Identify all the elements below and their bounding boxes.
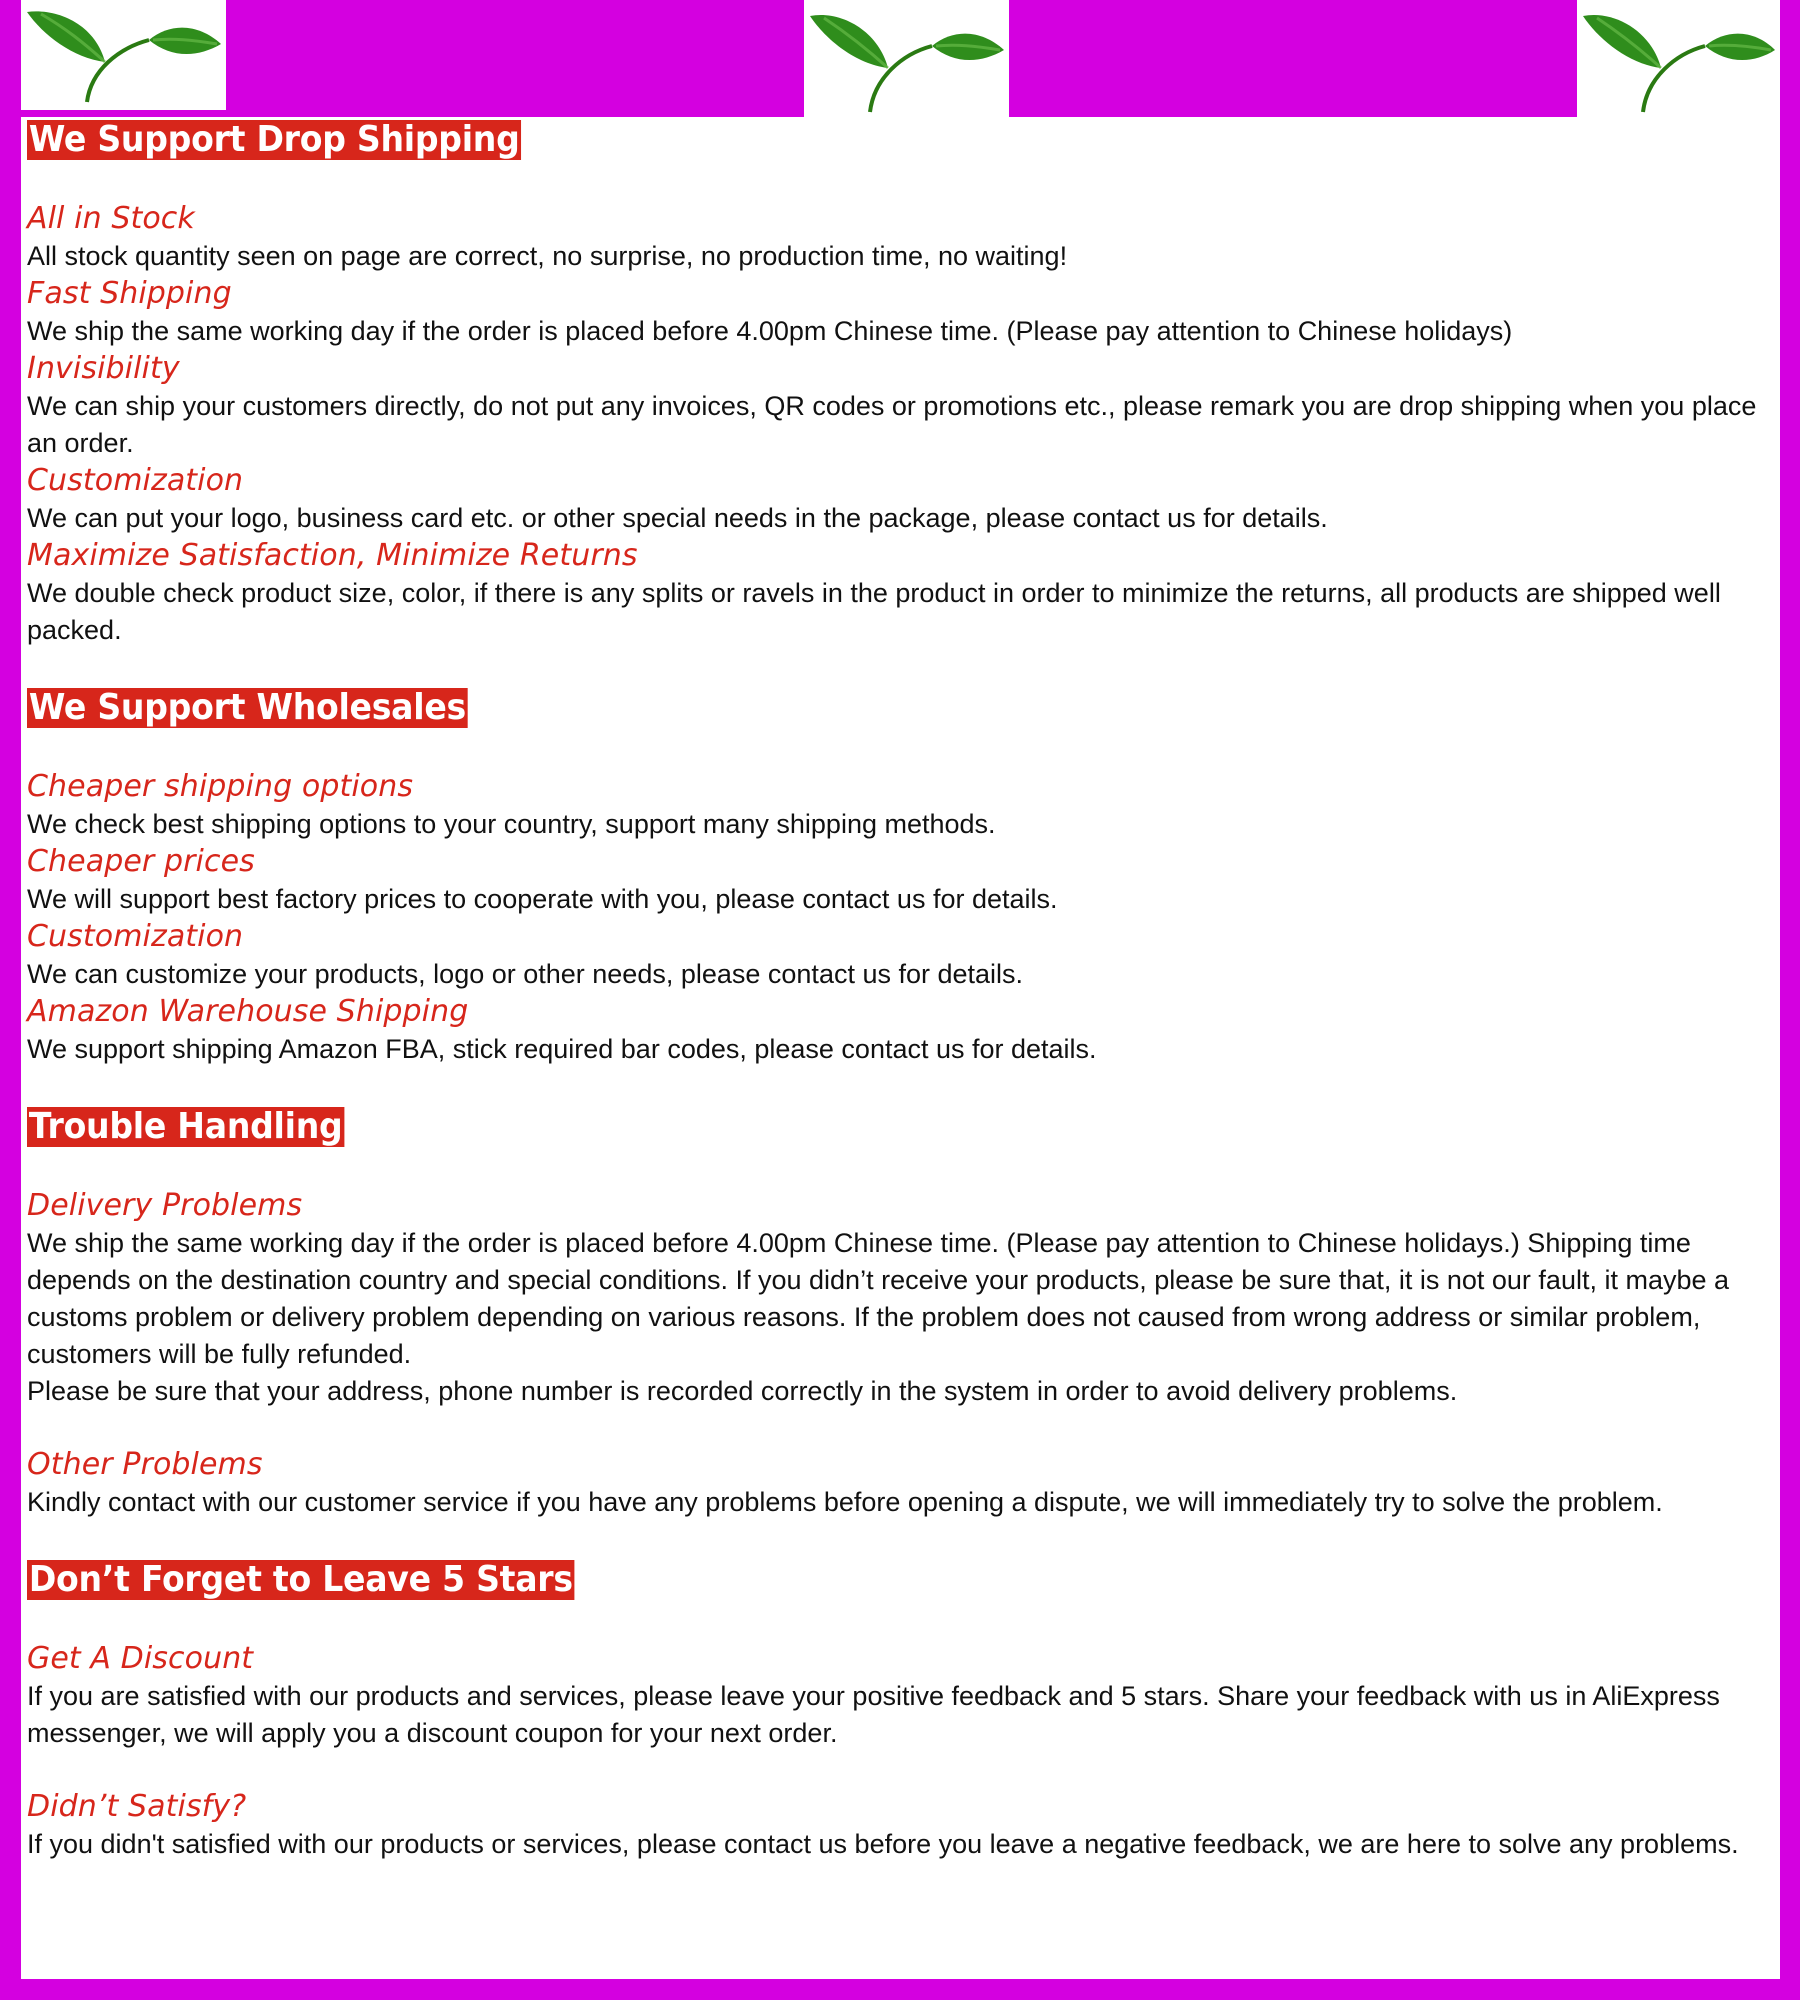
leaf-sprout-icon xyxy=(21,0,226,110)
paragraph: We can customize your products, logo or other needs, please contact us for details. xyxy=(27,959,1024,989)
subheading: All in Stock xyxy=(27,201,195,236)
subheading: Cheaper shipping options xyxy=(27,769,414,804)
subheading: Other Problems xyxy=(27,1447,263,1482)
paragraph: We support shipping Amazon FBA, stick required bar codes, please contact us for details. xyxy=(27,1034,1097,1064)
subheading: Get A Discount xyxy=(27,1641,254,1676)
spacer xyxy=(27,1600,1774,1640)
spacer xyxy=(27,1147,1774,1187)
subheading: Delivery Problems xyxy=(27,1188,303,1223)
spacer xyxy=(27,1521,1774,1557)
spacer xyxy=(27,649,1774,685)
spacer xyxy=(27,1068,1774,1104)
paragraph: We check best shipping options to your country, support many shipping methods. xyxy=(27,809,996,839)
paragraph: We can ship your customers directly, do not put any invoices, QR codes or promotions etc., please remark you are drop shipping when you place an order. xyxy=(27,391,1757,458)
subheading: Amazon Warehouse Shipping xyxy=(27,994,469,1029)
subheading: Didn’t Satisfy? xyxy=(27,1789,247,1824)
subheading: Customization xyxy=(27,919,244,954)
paragraph: If you are satisfied with our products and services, please leave your positive feedback and 5 stars. Share your feedback with us in AliExpress messenger, we will apply you a discount coupon for your next order. xyxy=(27,1681,1720,1748)
paragraph: We ship the same working day if the order is placed before 4.00pm Chinese time. (Please pay attention to Chinese holidays.) Shipping time depends on the destination country and special conditions. If you didn’t receive your products, please be sure that, it is not our fault, it maybe a customs problem or delivery problem depending on various reasons. If the problem does not caused from wrong address or similar problem, customers will be fully refunded. xyxy=(27,1228,1730,1369)
paragraph: If you didn't satisfied with our products or services, please contact us before you leave a negative feedback, we are here to solve any problems. xyxy=(27,1829,1739,1859)
section-title: Don’t Forget to Leave 5 Stars xyxy=(28,1559,573,1600)
leaf-sprout-icon xyxy=(1577,0,1780,117)
content-panel xyxy=(21,117,1780,1979)
subheading: Invisibility xyxy=(27,351,180,386)
spacer xyxy=(27,1410,1774,1446)
paragraph: We double check product size, color, if there is any splits or ravels in the product in order to minimize the returns, all products are shipped well packed. xyxy=(27,578,1721,645)
paragraph: We will support best factory prices to cooperate with you, please contact us for details. xyxy=(27,884,1058,914)
spacer xyxy=(27,1752,1774,1788)
paragraph: We can put your logo, business card etc. or other special needs in the package, please contact us for details. xyxy=(27,503,1328,533)
subheading: Fast Shipping xyxy=(27,276,232,311)
spacer xyxy=(27,728,1774,768)
subheading: Cheaper prices xyxy=(27,844,255,879)
leaf-sprout-icon xyxy=(804,0,1009,117)
paragraph: Please be sure that your address, phone number is recorded correctly in the system in order to avoid delivery problems. xyxy=(27,1376,1458,1406)
paragraph: Kindly contact with our customer service if you have any problems before opening a dispute, we will immediately try to solve the problem. xyxy=(27,1487,1663,1517)
paragraph: All stock quantity seen on page are correct, no surprise, no production time, no waiting! xyxy=(27,241,1068,271)
paragraph: We ship the same working day if the order is placed before 4.00pm Chinese time. (Please pay attention to Chinese holidays) xyxy=(27,316,1513,346)
subheading: Maximize Satisfaction, Minimize Returns xyxy=(27,538,638,573)
subheading: Customization xyxy=(27,463,244,498)
section-title: We Support Wholesales xyxy=(28,687,466,728)
section-title: We Support Drop Shipping xyxy=(28,119,520,160)
section-title: Trouble Handling xyxy=(28,1106,343,1147)
spacer xyxy=(27,160,1774,200)
